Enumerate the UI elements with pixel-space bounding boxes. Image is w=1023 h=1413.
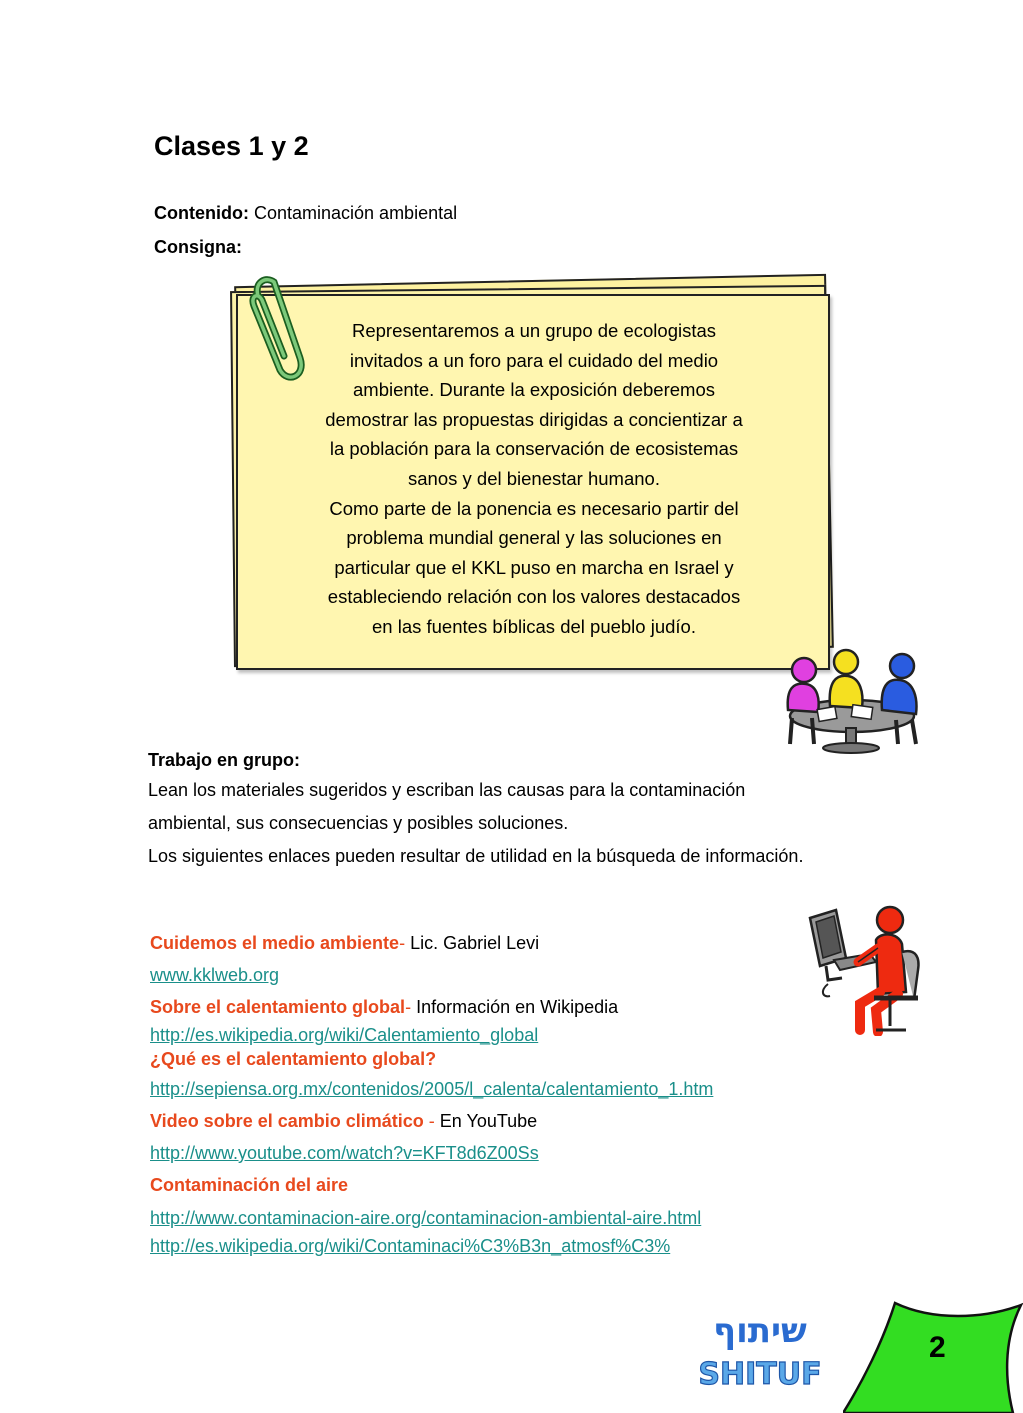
note-line: Como parte de la ponencia es necesario partir del bbox=[329, 497, 739, 519]
resource-3-url-wrap bbox=[150, 1078, 713, 1100]
resource-4-title: Video sobre el cambio climático bbox=[150, 1111, 424, 1131]
note-line: demostrar las propuestas dirigidas a concientizar a bbox=[325, 408, 743, 430]
sticky-note bbox=[236, 294, 830, 670]
resource-3-title: ¿Qué es el calentamiento global? bbox=[150, 1049, 437, 1069]
group-work-heading: Trabajo en grupo: bbox=[148, 750, 301, 770]
group-meeting-icon bbox=[778, 648, 926, 754]
note-line: ambiente. Durante la exposición deberemos bbox=[353, 379, 715, 401]
resource-4-url-wrap bbox=[150, 1142, 539, 1164]
resource-5-url1-wrap bbox=[150, 1207, 701, 1229]
resource-1-line bbox=[150, 932, 539, 954]
resource-3-line bbox=[150, 1048, 436, 1070]
logo-latin: SHITUF bbox=[700, 1357, 822, 1392]
page-title: Clases 1 y 2 bbox=[154, 131, 309, 161]
shituf-logo-icon bbox=[700, 1308, 822, 1392]
resource-2-url-wrap bbox=[150, 1024, 538, 1046]
resource-5-title: Contaminación del aire bbox=[150, 1175, 349, 1195]
logo-hebrew: שיתוף bbox=[713, 1311, 807, 1351]
resource-2-title: Sobre el calentamiento global bbox=[150, 997, 406, 1017]
resource-1-dash: - bbox=[399, 933, 406, 953]
resource-5-link-1[interactable]: http://www.contaminacion-aire.org/contaminacion-ambiental-aire.html bbox=[150, 1208, 702, 1228]
resource-1-author: Lic. Gabriel Levi bbox=[405, 933, 540, 953]
resource-5-link-2[interactable]: http://es.wikipedia.org/wiki/Contaminaci%C3%B3n_atmosf%C3% bbox=[150, 1236, 671, 1256]
page-number: 2 bbox=[929, 1331, 946, 1364]
resource-1-title: Cuidemos el medio ambiente bbox=[150, 933, 400, 953]
contenido-label: Contenido: bbox=[154, 203, 249, 223]
note-line: invitados a un foro para el cuidado del medio bbox=[349, 349, 719, 371]
group-work-line: ambiental, sus consecuencias y posibles soluciones. bbox=[148, 813, 569, 833]
group-work-section bbox=[148, 746, 928, 873]
note-line: estableciendo relación con los valores destacados bbox=[327, 586, 741, 608]
paperclip-icon bbox=[244, 272, 310, 384]
note-line: Representaremos a un grupo de ecologistas bbox=[351, 320, 717, 341]
group-work-line: Lean los materiales sugeridos y escriban las causas para la contaminación bbox=[148, 780, 746, 800]
resource-4-dash: - bbox=[423, 1111, 435, 1131]
resource-4-link[interactable]: http://www.youtube.com/watch?v=KFT8d6Z00Ss bbox=[150, 1143, 539, 1163]
note-line: en las fuentes bíblicas del pueblo judío. bbox=[372, 615, 696, 637]
resource-5-url2-wrap bbox=[150, 1235, 670, 1257]
contenido-line bbox=[154, 202, 457, 224]
resource-1-link[interactable]: www.kklweb.org bbox=[150, 965, 280, 985]
note-line: sanos y del bienestar humano. bbox=[408, 467, 660, 489]
resource-4-source: En YouTube bbox=[434, 1111, 538, 1131]
page-number-corner bbox=[843, 1301, 1023, 1413]
resource-2-link[interactable]: http://es.wikipedia.org/wiki/Calentamiento_global bbox=[150, 1025, 539, 1045]
contenido-value: Contaminación ambiental bbox=[248, 203, 458, 223]
shituf-logo bbox=[700, 1308, 822, 1397]
note-text bbox=[290, 316, 778, 642]
note-line: particular que el KKL puso en marcha en Israel y bbox=[334, 556, 734, 578]
resource-1-url-wrap bbox=[150, 964, 279, 986]
resource-2-source: Información en Wikipedia bbox=[411, 997, 619, 1017]
consigna-label: Consigna: bbox=[154, 237, 242, 257]
resource-4-line bbox=[150, 1110, 537, 1132]
group-work-line: Los siguientes enlaces pueden resultar de utilidad en la búsqueda de información. bbox=[148, 846, 804, 866]
computer-user-icon bbox=[806, 900, 922, 1036]
resource-2-line bbox=[150, 996, 618, 1018]
note-line: la población para la conservación de ecosistemas bbox=[329, 438, 739, 460]
note-line: problema mundial general y las soluciones en bbox=[346, 527, 722, 549]
resource-3-link[interactable]: http://sepiensa.org.mx/contenidos/2005/l_calenta/calentamiento_1.htm bbox=[150, 1079, 714, 1099]
resource-5-line bbox=[150, 1174, 348, 1196]
resource-2-dash: - bbox=[405, 997, 412, 1017]
